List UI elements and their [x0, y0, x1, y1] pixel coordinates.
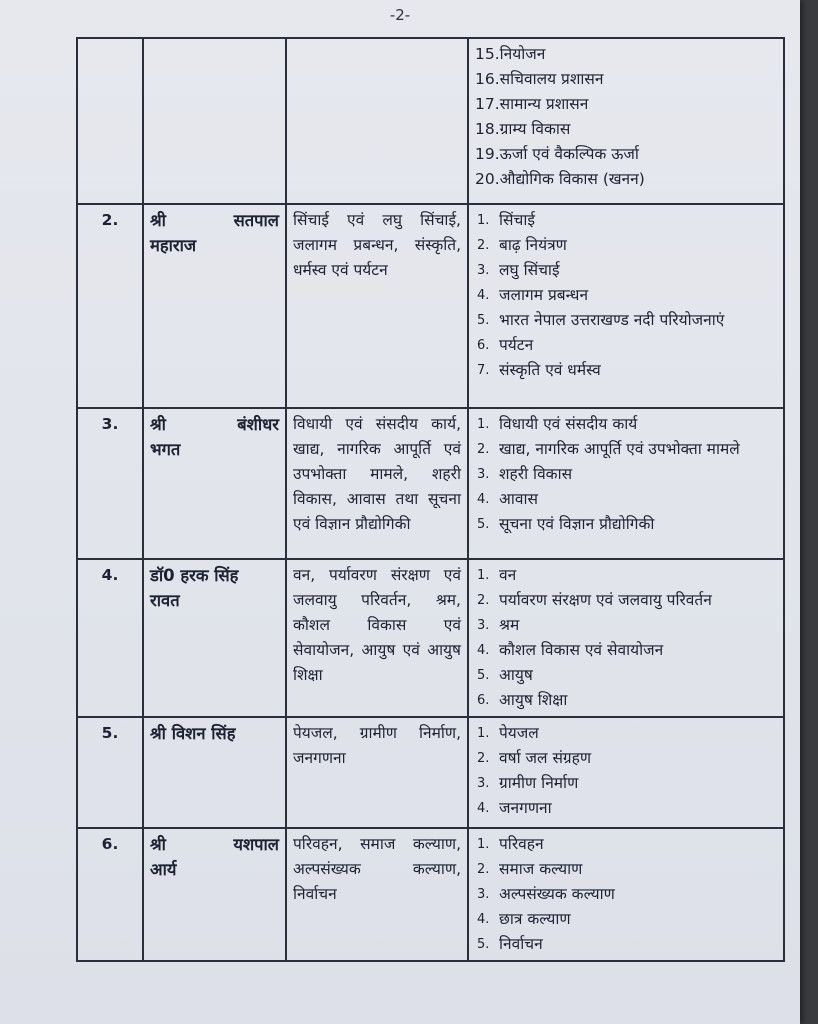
portfolio-cell [286, 38, 468, 204]
item-text: पेयजल [499, 724, 539, 742]
list-item [475, 588, 777, 613]
table-row [77, 204, 784, 408]
item-text: विधायी एवं संसदीय कार्य [499, 415, 638, 433]
list-item [475, 796, 777, 821]
list-item [475, 907, 777, 932]
item-number: 3. [477, 263, 490, 278]
item-text: कौशल विकास एवं सेवायोजन [499, 641, 664, 659]
minister-name-cell [143, 204, 286, 408]
list-item [475, 663, 777, 688]
minister-name-cell [143, 717, 286, 828]
item-number: 5. [477, 313, 490, 328]
name-part: श्री [150, 415, 166, 434]
list-item: 19.ऊर्जा एवं वैकल्पिक ऊर्जा [475, 145, 639, 163]
item-number: 1. [477, 417, 490, 432]
item-number: 2. [477, 751, 490, 766]
item-text: शहरी विकास [499, 465, 573, 483]
portfolio-cell: विधायी एवं संसदीय कार्य, खाद्य, नागरिक आपूर्ति एवं उपभोक्ता मामले, शहरी विकास, आवास तथा सूचना एवं विज्ञान प्रौद्योगिकी [286, 408, 468, 559]
item-text: खाद्य, नागरिक आपूर्ति एवं उपभोक्ता मामले [499, 440, 740, 458]
item-number: 3. [477, 467, 490, 482]
item-number: 4. [477, 912, 490, 927]
item-number: 2. [477, 593, 490, 608]
department-list [475, 208, 777, 383]
item-text: भारत नेपाल उत्तराखण्ड नदी परियोजनाएं [499, 311, 725, 329]
name-second-line: महाराज [150, 236, 197, 255]
serial-cell: 3. [77, 408, 143, 559]
list-item: 16.सचिवालय प्रशासन [475, 70, 604, 88]
item-number: 7. [477, 363, 490, 378]
serial-cell: 6. [77, 828, 143, 961]
item-number: 3. [477, 618, 490, 633]
item-number: 1. [477, 837, 490, 852]
item-number: 3. [477, 776, 490, 791]
list-item: 18.ग्राम्य विकास [475, 120, 571, 138]
item-number: 4. [477, 801, 490, 816]
item-text: जलागम प्रबन्धन [499, 286, 589, 304]
department-list [475, 832, 777, 957]
list-item [475, 462, 777, 487]
item-number: 5. [477, 937, 490, 952]
list-item [475, 437, 777, 462]
item-text: आयुष शिक्षा [499, 691, 568, 709]
item-number: 2. [477, 238, 490, 253]
list-item [475, 688, 777, 713]
departments-cell [468, 408, 784, 559]
name-first-line [150, 563, 279, 588]
departments-cell [468, 204, 784, 408]
item-text: लघु सिंचाई [499, 261, 560, 279]
name-part: श्री [150, 211, 166, 230]
item-text: जनगणना [499, 799, 552, 817]
name-part: बंशीधर [237, 415, 279, 434]
minister-name-cell [143, 559, 286, 717]
item-text: पर्यावरण संरक्षण एवं जलवायु परिवर्तन [499, 591, 712, 609]
item-text: अल्पसंख्यक कल्याण [499, 885, 615, 903]
list-item: 17.सामान्य प्रशासन [475, 95, 589, 113]
item-text: वर्षा जल संग्रहण [499, 749, 592, 767]
page-number: -2- [389, 6, 411, 24]
name-first-line [150, 832, 279, 857]
name-first-line [150, 208, 279, 233]
item-text: आयुष [499, 666, 533, 684]
portfolio-table [76, 37, 785, 962]
departments-cell [468, 717, 784, 828]
item-number: 1. [477, 568, 490, 583]
item-number: 3. [477, 887, 490, 902]
departments-cell [468, 559, 784, 717]
minister-name-cell [143, 828, 286, 961]
list-item [475, 932, 777, 957]
item-text: परिवहन [499, 835, 544, 853]
list-item [475, 771, 777, 796]
item-number: 6. [477, 338, 490, 353]
list-item [475, 487, 777, 512]
portfolio-cell: वन, पर्यावरण संरक्षण एवं जलवायु परिवर्तन, श्रम, कौशल विकास एवं सेवायोजन, आयुष एवं आयुष शिक्षा [286, 559, 468, 717]
item-text: ग्रामीण निर्माण [499, 774, 579, 792]
list-item [475, 512, 777, 537]
list-item [475, 333, 777, 358]
item-number: 1. [477, 213, 490, 228]
name-part: यशपाल [233, 835, 279, 854]
item-number: 5. [477, 517, 490, 532]
departments-cell [468, 38, 784, 204]
item-text: पर्यटन [499, 336, 534, 354]
name-second-line: भगत [150, 440, 181, 459]
item-text: सूचना एवं विज्ञान प्रौद्योगिकी [499, 515, 655, 533]
portfolio-cell: सिंचाई एवं लघु सिंचाई, जलागम प्रबन्धन, संस्कृति, धर्मस्व एवं पर्यटन [286, 204, 468, 408]
name-part: सतपाल [233, 211, 279, 230]
name-part: श्री विशन सिंह [150, 724, 236, 743]
department-list [475, 563, 777, 713]
name-second-line: आर्य [150, 860, 177, 879]
list-item [475, 832, 777, 857]
list-item [475, 638, 777, 663]
list-item [475, 308, 777, 333]
list-item [475, 563, 777, 588]
department-list [475, 721, 777, 821]
item-text: समाज कल्याण [499, 860, 583, 878]
portfolio-cell: पेयजल, ग्रामीण निर्माण, जनगणना [286, 717, 468, 828]
minister-name-cell [143, 408, 286, 559]
list-item: 20.औद्योगिक विकास (खनन) [475, 170, 645, 188]
serial-cell: 5. [77, 717, 143, 828]
serial-cell: 2. [77, 204, 143, 408]
table-row [77, 717, 784, 828]
list-item [475, 412, 777, 437]
list-item [475, 283, 777, 308]
name-part: डॉ0 हरक सिंह [150, 566, 239, 585]
item-text: संस्कृति एवं धर्मस्व [499, 361, 601, 379]
departments-cell [468, 828, 784, 961]
portfolio-cell: परिवहन, समाज कल्याण, अल्पसंख्यक कल्याण, निर्वाचन [286, 828, 468, 961]
name-first-line [150, 412, 279, 437]
table-row-continuation [77, 38, 784, 204]
serial-cell: 4. [77, 559, 143, 717]
item-text: सिंचाई [499, 211, 535, 229]
item-text: श्रम [499, 616, 520, 634]
item-number: 1. [477, 726, 490, 741]
list-item [475, 746, 777, 771]
list-item [475, 233, 777, 258]
item-text: वन [499, 566, 517, 584]
item-text: आवास [499, 490, 538, 508]
table-row [77, 828, 784, 961]
item-number: 2. [477, 862, 490, 877]
table-row [77, 559, 784, 717]
list-item [475, 721, 777, 746]
department-list [475, 412, 777, 537]
item-text: निर्वाचन [499, 935, 543, 953]
list-item [475, 208, 777, 233]
item-text: छात्र कल्याण [499, 910, 571, 928]
name-cell [143, 38, 286, 204]
name-part: श्री [150, 835, 166, 854]
list-item [475, 258, 777, 283]
name-first-line [150, 721, 279, 746]
item-number: 2. [477, 442, 490, 457]
list-item [475, 613, 777, 638]
name-second-line: रावत [150, 591, 180, 610]
table-row [77, 408, 784, 559]
item-number: 4. [477, 643, 490, 658]
list-item: 15.नियोजन [475, 45, 546, 63]
item-number: 4. [477, 492, 490, 507]
list-item [475, 857, 777, 882]
item-number: 6. [477, 693, 490, 708]
item-number: 5. [477, 668, 490, 683]
serial-cell [77, 38, 143, 204]
item-number: 4. [477, 288, 490, 303]
list-item [475, 882, 777, 907]
list-item [475, 358, 777, 383]
department-list [475, 42, 777, 192]
item-text: बाढ़ नियंत्रण [499, 236, 567, 254]
